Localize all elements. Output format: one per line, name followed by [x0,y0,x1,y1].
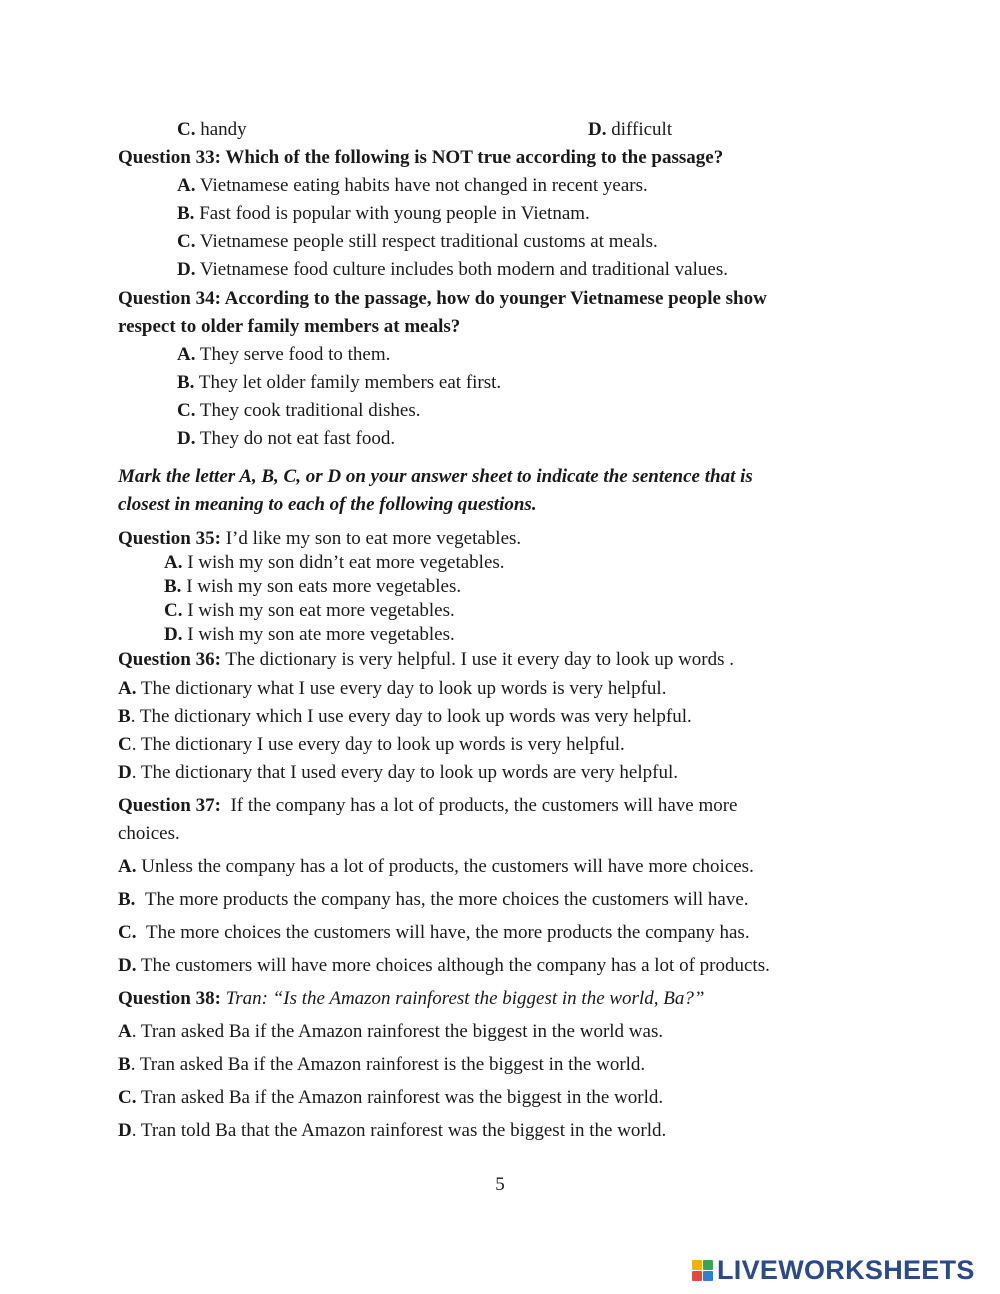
q37-stem-line2: choices. [118,823,180,844]
q38-option-b: B. Tran asked Ba if the Amazon rainforest is the biggest in the world. [118,1054,646,1075]
q35-option-a: A. I wish my son didn’t eat more vegetables. [164,552,505,573]
instruction-line1: Mark the letter A, B, C, or D on your answer sheet to indicate the sentence that is [118,466,753,487]
q36-option-a: A. The dictionary what I use every day to look up words is very helpful. [118,678,667,699]
q34-stem-line2: respect to older family members at meals? [118,316,461,337]
instruction-line2: closest in meaning to each of the following questions. [118,494,537,515]
q36-option-c: C. The dictionary I use every day to look up words is very helpful. [118,734,625,755]
q34-option-c: C. They cook traditional dishes. [177,400,421,421]
logo-text: LIVEWORKSHEETS [717,1254,975,1285]
q32-option-d [588,118,672,142]
q37-option-d: D. The customers will have more choices although the company has a lot of products. [118,955,770,976]
q34-option-a: A. They serve food to them. [177,344,391,365]
option-letter: C. [177,119,196,140]
q38-option-c: C. Tran asked Ba if the Amazon rainforest was the biggest in the world. [118,1087,664,1108]
q34-option-d: D. They do not eat fast food. [177,428,396,449]
q36-option-b: B. The dictionary which I use every day to look up words was very helpful. [118,706,692,727]
q33-stem: Question 33: Which of the following is NOT true according to the passage? [118,147,724,168]
option-text: handy [200,119,247,140]
q37-stem-line1: Question 37: If the company has a lot of products, the customers will have more [118,795,738,816]
q32-option-c [177,118,247,142]
q33-option-b: B. Fast food is popular with young people in Vietnam. [177,203,590,224]
liveworksheets-icon [692,1260,713,1281]
q37-option-a: A. Unless the company has a lot of products, the customers will have more choices. [118,856,754,877]
q33-option-c: C. Vietnamese people still respect traditional customs at meals. [177,231,658,252]
q36-stem: Question 36: The dictionary is very helpful. I use it every day to look up words . [118,649,735,670]
q36-option-d: D. The dictionary that I used every day to look up words are very helpful. [118,762,679,783]
option-text: difficult [611,119,673,140]
option-letter: D. [588,119,607,140]
q35-option-c: C. I wish my son eat more vegetables. [164,600,455,621]
q35-stem: Question 35: I’d like my son to eat more vegetables. [118,528,522,549]
q38-stem: Question 38: Tran: “Is the Amazon rainforest the biggest in the world, Ba?” [118,988,705,1009]
q33-option-a: A. Vietnamese eating habits have not changed in recent years. [177,175,648,196]
q34-option-b: B. They let older family members eat first. [177,372,502,393]
liveworksheets-logo [692,1254,975,1286]
q35-option-d: D. I wish my son ate more vegetables. [164,624,455,645]
q38-option-a: A. Tran asked Ba if the Amazon rainforest the biggest in the world was. [118,1021,664,1042]
q37-option-c: C. The more choices the customers will have, the more products the company has. [118,922,750,943]
q34-stem-line1: Question 34: According to the passage, how do younger Vietnamese people show [118,288,767,309]
q37-option-b: B. The more products the company has, the more choices the customers will have. [118,889,749,910]
page-number: 5 [495,1174,505,1195]
q35-option-b: B. I wish my son eats more vegetables. [164,576,462,597]
q33-option-d: D. Vietnamese food culture includes both modern and traditional values. [177,259,728,280]
q38-option-d: D. Tran told Ba that the Amazon rainforest was the biggest in the world. [118,1120,667,1141]
